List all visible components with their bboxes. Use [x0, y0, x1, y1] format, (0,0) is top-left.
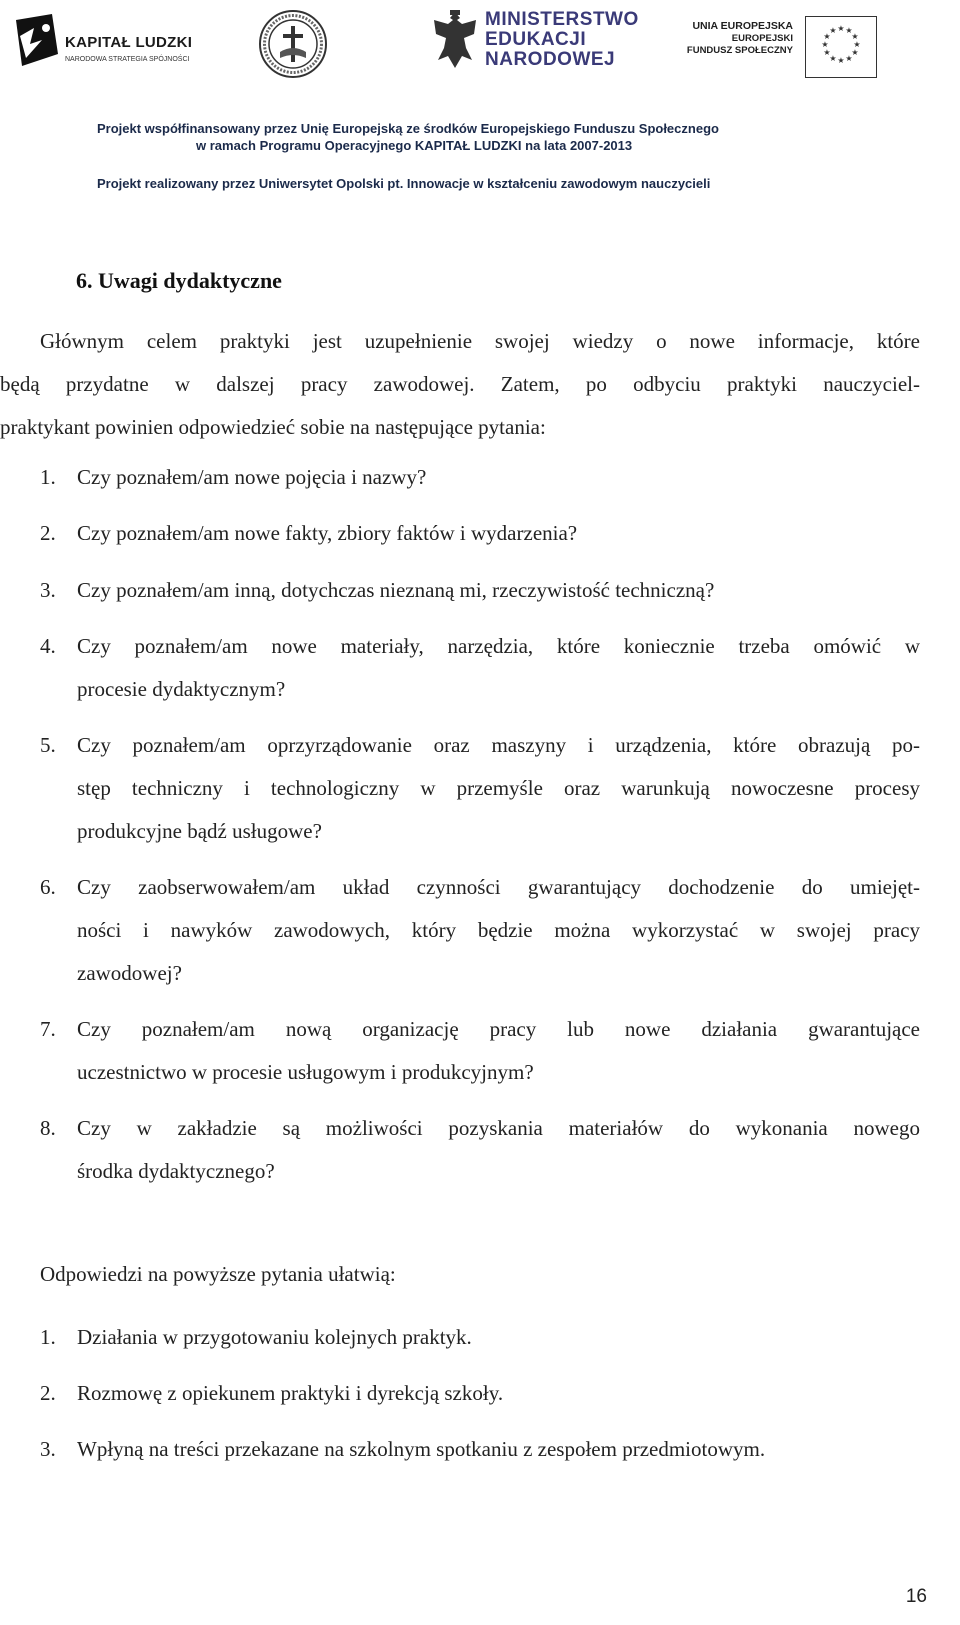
intro-line: praktykant powinien odpowiedzieć sobie na następujące pytania:: [0, 415, 546, 439]
project-realization-line: Projekt realizowany przez Uniwersytet Opolski pt. Innowacje w kształceniu zawodowym nauczycieli: [97, 176, 711, 191]
question-number: 4.: [40, 634, 56, 658]
question-number: 8.: [40, 1116, 56, 1140]
answers-intro: Odpowiedzi na powyższe pytania ułatwią:: [40, 1262, 396, 1286]
project-funding-line-2: w ramach Programu Operacyjnego KAPITAŁ LUDZKI na lata 2007-2013: [196, 138, 633, 153]
answer-item: [40, 1437, 920, 1462]
eu-line-2: EUROPEJSKI: [731, 32, 793, 44]
question-text: Czy poznałem/am nowe materiały, narzędzia, które koniecznie trzeba omówić w: [77, 634, 920, 658]
svg-text:★: ★: [853, 40, 861, 49]
polish-eagle-icon: [430, 8, 480, 78]
question-number: 2.: [40, 521, 56, 545]
question-text: Czy poznałem/am nową organizację pracy lub nowe działania gwarantujące: [77, 1017, 920, 1041]
question-text: ności i nawyków zawodowych, który będzie można wykorzystać w swojej pracy: [77, 918, 920, 942]
eu-line-1: UNIA EUROPEJSKA: [692, 20, 793, 32]
answer-text: Rozmowę z opiekunem praktyki i dyrekcją szkoły.: [77, 1381, 504, 1405]
svg-text:★: ★: [837, 24, 845, 33]
university-opole-seal-icon: [258, 8, 328, 80]
question-item: [40, 569, 920, 612]
answer-text: Wpłyną na treści przekazane na szkolnym spotkaniu z zespołem przedmiotowym.: [77, 1437, 766, 1461]
project-funding-line-1: Projekt współfinansowany przez Unię Europejską ze środków Europejskiego Funduszu Społecznego: [97, 121, 719, 136]
intro-paragraph: [0, 320, 920, 449]
svg-text:★: ★: [837, 56, 845, 65]
question-number: 5.: [40, 733, 56, 757]
svg-text:★: ★: [823, 48, 831, 57]
question-number: 7.: [40, 1017, 56, 1041]
question-text: zawodowej?: [77, 961, 182, 985]
question-text: Czy w zakładzie są możliwości pozyskania materiałów do wykonania nowego: [77, 1116, 920, 1140]
question-item: [40, 866, 920, 995]
svg-text:★: ★: [821, 40, 829, 49]
question-text: środka dydaktycznego?: [77, 1159, 275, 1183]
ministry-education-logo: [430, 8, 640, 84]
ministry-line-3: NARODOWEJ: [485, 49, 616, 70]
question-text: procesie dydaktycznym?: [77, 677, 286, 701]
question-text: Czy poznałem/am inną, dotychczas nieznaną mi, rzeczywistość techniczną?: [77, 578, 715, 602]
question-item: [40, 724, 920, 853]
answer-item: [40, 1381, 920, 1406]
question-item: [40, 1107, 920, 1193]
eu-flag-icon: [805, 16, 877, 78]
answer-number: 2.: [40, 1381, 56, 1405]
question-number: 1.: [40, 465, 56, 489]
question-text: uczestnictwo w procesie usługowym i produkcyjnym?: [77, 1060, 534, 1084]
answer-number: 1.: [40, 1325, 56, 1349]
svg-text:★: ★: [851, 48, 859, 57]
question-text: produkcyjne bądź usługowe?: [77, 819, 322, 843]
kapital-ludzki-subtitle: NARODOWA STRATEGIA SPÓJNOŚCI: [65, 56, 190, 63]
kapital-ludzki-emblem-icon: [12, 14, 62, 72]
kapital-ludzki-logo: [12, 14, 197, 74]
svg-text:★: ★: [851, 32, 859, 41]
svg-text:★: ★: [829, 26, 837, 35]
question-item: [40, 1008, 920, 1094]
ministry-line-1: MINISTERSTWO: [485, 9, 639, 30]
section-heading: 6. Uwagi dydaktyczne: [76, 268, 282, 293]
svg-text:★: ★: [823, 32, 831, 41]
header-logo-bar: [0, 0, 960, 110]
question-item: [40, 512, 920, 555]
svg-text:★: ★: [845, 54, 853, 63]
svg-text:★: ★: [845, 26, 853, 35]
question-text: Czy poznałem/am nowe fakty, zbiory faktów i wydarzenia?: [77, 521, 578, 545]
answer-text: Działania w przygotowaniu kolejnych praktyk.: [77, 1325, 472, 1349]
answer-number: 3.: [40, 1437, 56, 1461]
question-number: 3.: [40, 578, 56, 602]
question-item: [40, 456, 920, 499]
kapital-ludzki-title: KAPITAŁ LUDZKI: [65, 34, 193, 51]
intro-line: będą przydatne w dalszej pracy zawodowej. Zatem, po odbyciu praktyki nauczyciel-: [0, 372, 920, 396]
question-number: 6.: [40, 875, 56, 899]
question-item: [40, 625, 920, 711]
question-text: Czy zaobserwowałem/am układ czynności gwarantujący dochodzenie do umiejęt-: [77, 875, 920, 899]
intro-line: Głównym celem praktyki jest uzupełnienie swojej wiedzy o nowe informacje, które: [40, 329, 920, 353]
svg-text:★: ★: [829, 54, 837, 63]
question-text: Czy poznałem/am oprzyrządowanie oraz maszyny i urządzenia, które obrazują po-: [77, 733, 920, 757]
page-number: 16: [905, 1586, 927, 1607]
question-text: stęp techniczny i technologiczny w przemyśle oraz warunkują nowoczesne procesy: [77, 776, 920, 800]
ministry-line-2: EDUKACJI: [485, 29, 587, 50]
question-text: Czy poznałem/am nowe pojęcia i nazwy?: [77, 465, 427, 489]
european-union-logo: [685, 12, 885, 72]
answer-item: [40, 1325, 920, 1350]
eu-line-3: FUNDUSZ SPOŁECZNY: [686, 45, 793, 56]
